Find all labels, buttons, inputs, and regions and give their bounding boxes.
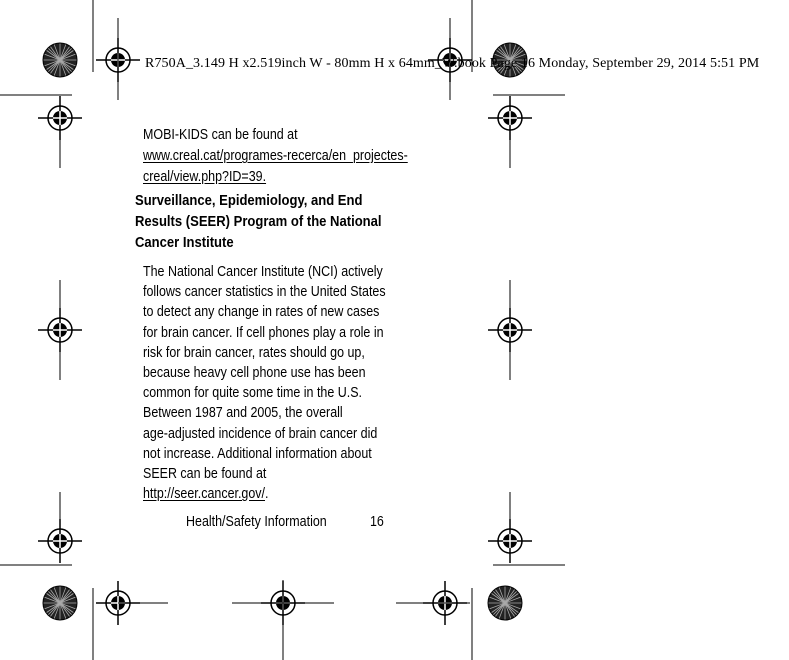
paragraph-line: because heavy cell phone use has been (143, 364, 366, 381)
paragraph-line: Between 1987 and 2005, the overall (143, 405, 343, 422)
paragraph-line: follows cancer statistics in the United States (143, 284, 386, 301)
paragraph-link-line (143, 484, 427, 504)
seer-link[interactable]: http://seer.cancer.gov/ (143, 486, 266, 503)
section-heading-line1: Surveillance, Epidemiology, and End (135, 193, 363, 209)
slug-line: R750A_3.149 H x2.519inch W - 80mm H x 64mm_W.book Page 16 Monday, September 29, 2014 5:51 PM (145, 56, 760, 71)
paragraph-line: not increase. Additional information about (143, 445, 372, 462)
paragraph-line: age-adjusted incidence of brain cancer did (143, 425, 378, 442)
link-suffix: . (265, 486, 269, 503)
paragraph-line: for brain cancer. If cell phones play a role in (143, 324, 384, 341)
section-heading-line3: Cancer Institute (135, 235, 234, 251)
paragraph-line: The National Cancer Institute (NCI) actively (143, 264, 383, 280)
paragraph-line: to detect any change in rates of new cases (143, 304, 380, 321)
intro-text: MOBI-KIDS can be found at (143, 127, 298, 143)
section-heading-line2: Results (SEER) Program of the National (135, 214, 382, 230)
mobi-kids-link-part2[interactable]: creal/view.php?ID=39. (143, 169, 267, 185)
paragraph-line: SEER can be found at (143, 465, 267, 482)
mobi-kids-link-part1[interactable]: www.creal.cat/programes-recerca/en_projectes- (143, 148, 408, 164)
seer-paragraph (143, 262, 427, 504)
paragraph-line: common for quite some time in the U.S. (143, 385, 363, 402)
footer-section-title: Health/Safety Information (186, 514, 327, 530)
paragraph-line: risk for brain cancer, rates should go up, (143, 344, 365, 361)
page-number: 16 (370, 514, 384, 530)
